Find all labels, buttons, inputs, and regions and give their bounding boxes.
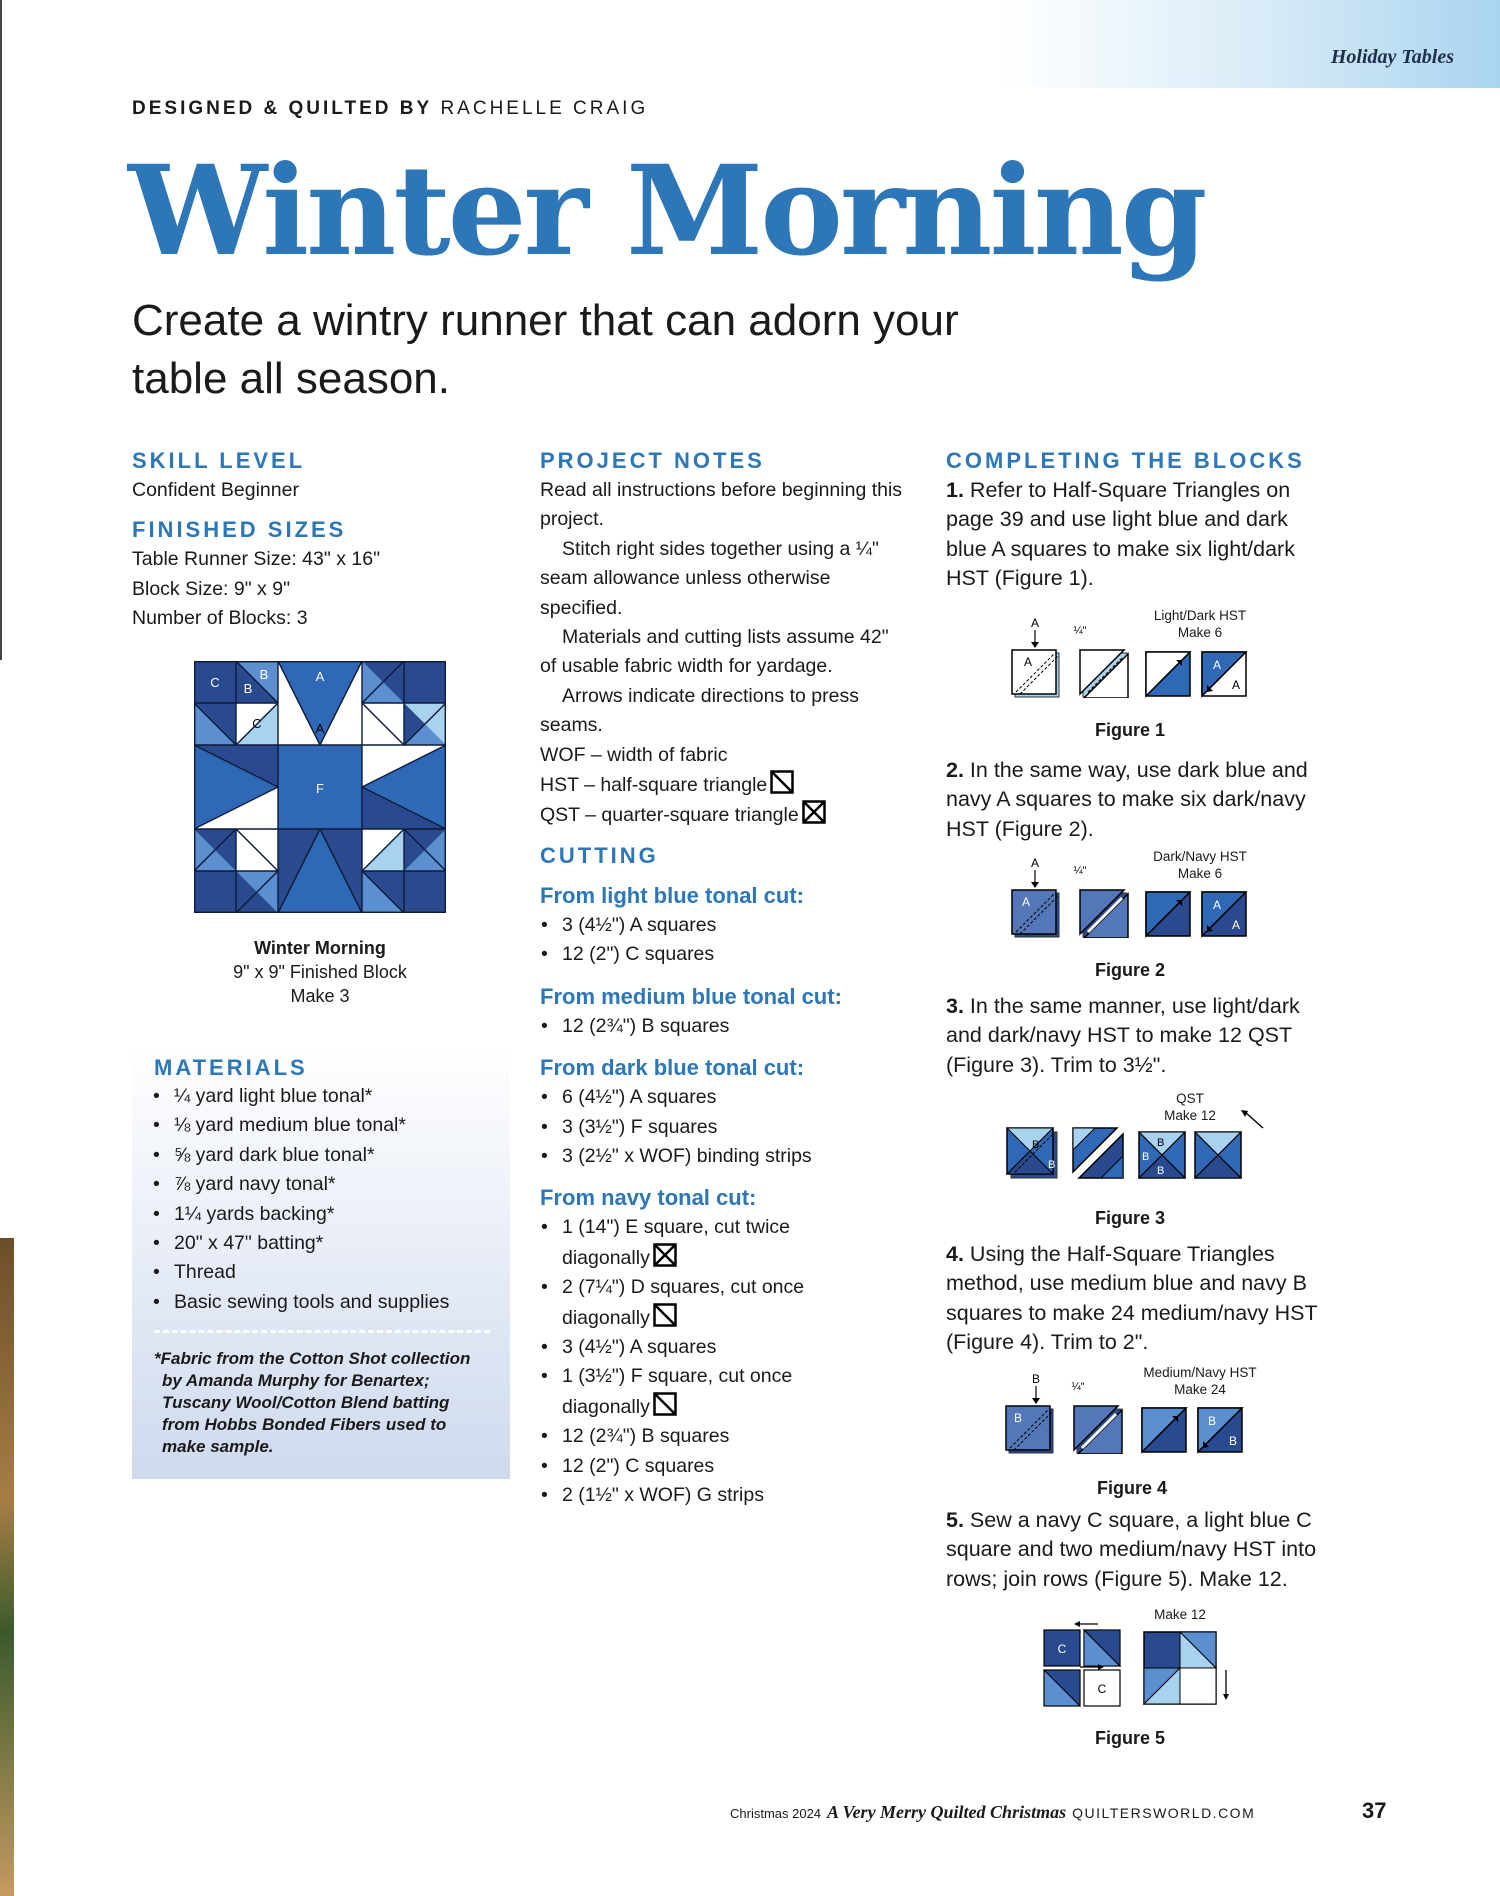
- materials-heading: MATERIALS: [154, 1055, 308, 1080]
- subtitle-line-1: Create a wintry runner that can adorn your: [132, 296, 959, 345]
- list-item: • 1¼ yards backing*: [152, 1200, 502, 1229]
- cut-dark-list: [540, 1083, 910, 1171]
- notes-p3: Materials and cutting lists assume 42" of usable fabric width for yardage.: [540, 626, 889, 678]
- block-caption-title: Winter Morning: [254, 938, 386, 958]
- byline: [132, 98, 648, 120]
- block-label-a1: A: [315, 669, 325, 684]
- header-gradient-band: [1000, 0, 1500, 88]
- hst-symbol-icon: [653, 1392, 677, 1416]
- size-block: Block Size: 9" x 9": [132, 577, 290, 600]
- cut-navy-list: [540, 1213, 910, 1510]
- completing-heading: COMPLETING THE BLOCKS: [946, 448, 1305, 473]
- cut-light-list: [540, 911, 910, 970]
- block-label-b1: B: [259, 667, 269, 682]
- fig4-b3-label: B: [1229, 1434, 1238, 1448]
- column-2: [540, 448, 910, 1510]
- notes-hst: [540, 770, 910, 800]
- block-caption-make: Make 3: [290, 986, 350, 1006]
- item-text: diagonally: [562, 1306, 650, 1329]
- fig5-c2-label: C: [1097, 1682, 1107, 1696]
- fig4-label-1: Medium/Navy HST: [1143, 1365, 1257, 1380]
- notes-p1: Read all instructions before beginning this project.: [540, 479, 903, 531]
- fig4-quarter-label: ¼": [1071, 1381, 1085, 1393]
- figure-4-caption: Figure 4: [1096, 1478, 1167, 1498]
- list-item: • 12 (2") C squares: [540, 940, 910, 969]
- figure-1-diagram: [1010, 614, 1260, 698]
- list-item: • ⅞ yard navy tonal*: [152, 1170, 502, 1199]
- project-notes-heading: PROJECT NOTES: [540, 448, 765, 473]
- page-title: Winter Morning: [128, 139, 1205, 284]
- materials-box: [132, 1044, 510, 1479]
- materials-list: [152, 1082, 502, 1317]
- step-text: In the same way, use dark blue and navy A squares to make six dark/navy HST (Figure 2).: [946, 758, 1308, 841]
- list-item: • 3 (4½") A squares: [540, 1333, 910, 1362]
- figure-2-diagram: [1010, 854, 1260, 938]
- step-2: [946, 756, 1326, 844]
- step-number: 3.: [946, 994, 964, 1018]
- list-item: • 2 (1½" x WOF) G strips: [540, 1481, 910, 1510]
- list-item: • 3 (3½") F squares: [540, 1113, 910, 1142]
- step-4: [946, 1240, 1326, 1358]
- list-item: • 20" x 47" batting*: [152, 1229, 502, 1258]
- step-1: [946, 476, 1326, 594]
- materials-divider: [154, 1330, 490, 1333]
- list-item: • 12 (2¾") B squares: [540, 1012, 910, 1041]
- fig2-a3-label: A: [1232, 918, 1241, 932]
- step-5: [946, 1506, 1326, 1594]
- item-text: diagonally: [562, 1246, 650, 1269]
- list-item: [540, 1213, 910, 1273]
- figure-3-diagram: [1005, 1108, 1275, 1184]
- list-item: • 12 (2¾") B squares: [540, 1422, 910, 1451]
- size-count: Number of Blocks: 3: [132, 607, 308, 630]
- list-item: [540, 1273, 910, 1333]
- notes-qst: [540, 800, 910, 830]
- skill-value: Confident Beginner: [132, 479, 299, 501]
- fig3-b3-label: B: [1157, 1137, 1165, 1149]
- block-label-c1: C: [210, 675, 220, 690]
- item-text: diagonally: [562, 1395, 650, 1418]
- fig1-label-1: Light/Dark HST: [1153, 608, 1247, 623]
- fig4-b-label: B: [1031, 1372, 1041, 1386]
- fig3-b2-label: B: [1048, 1159, 1056, 1171]
- qst-symbol-icon: [653, 1243, 677, 1267]
- fig2-label-2: Make 6: [1177, 866, 1223, 881]
- materials-note: *Fabric from the Cotton Shot collection by Amanda Murphy for Benartex; Tuscany Wool/Cotton Blend batting from Hobbs Bonded Fibers used to make sample.: [154, 1349, 471, 1456]
- fig1-label-2: Make 6: [1177, 625, 1223, 640]
- winter-morning-block-diagram: [194, 661, 446, 913]
- cut-medium-list: [540, 1012, 910, 1041]
- notes-wof: WOF – width of fabric: [540, 743, 728, 766]
- block-label-f: F: [316, 781, 324, 796]
- step-number: 4.: [946, 1242, 964, 1266]
- figure-5-caption: Figure 5: [1094, 1728, 1165, 1748]
- block-caption-size: 9" x 9" Finished Block: [233, 962, 407, 982]
- skill-heading: SKILL LEVEL: [132, 448, 306, 473]
- cut-medium-title: From medium blue tonal cut:: [540, 983, 842, 1009]
- fig3-label-1: QST: [1176, 1091, 1204, 1106]
- size-runner: Table Runner Size: 43" x 16": [132, 548, 380, 571]
- list-item: • Basic sewing tools and supplies: [152, 1288, 502, 1317]
- fig1-a-label: A: [1030, 616, 1040, 630]
- adjacent-page-photo-strip: [0, 1238, 14, 1896]
- fig1-a-inner-label: A: [1024, 655, 1033, 669]
- fig2-a-inner-label: A: [1022, 895, 1031, 909]
- page-subtitle: [132, 292, 1032, 408]
- list-item: • 3 (4½") A squares: [540, 911, 910, 940]
- page-number: 37: [1362, 1798, 1387, 1823]
- fig2-a2-label: A: [1213, 898, 1222, 912]
- notes-p2: Stitch right sides together using a ¼" seam allowance unless otherwise specified.: [540, 537, 879, 619]
- fig4-b2-label: B: [1208, 1414, 1217, 1428]
- cut-dark-title: From dark blue tonal cut:: [540, 1055, 805, 1081]
- column-1: [132, 448, 502, 634]
- item-text: 2 (7¼") D squares, cut once: [562, 1276, 805, 1299]
- section-label: Holiday Tables: [1330, 46, 1454, 68]
- subtitle-line-2: table all season.: [132, 354, 450, 403]
- step-number: 5.: [946, 1508, 964, 1532]
- fig3-b4-label: B: [1142, 1151, 1150, 1163]
- figure-4-diagram: [1000, 1370, 1260, 1454]
- list-item: • ⅝ yard dark blue tonal*: [152, 1141, 502, 1170]
- footer-magazine: A Very Merry Quilted Christmas: [827, 1802, 1067, 1822]
- fig3-label-2: Make 12: [1164, 1108, 1216, 1123]
- figure-3-caption: Figure 3: [1094, 1208, 1165, 1228]
- fig2-label-1: Dark/Navy HST: [1153, 849, 1247, 864]
- hst-symbol-icon: [770, 770, 794, 794]
- fig4-label-2: Make 24: [1174, 1382, 1226, 1397]
- notes-qst-text: QST – quarter-square triangle: [540, 804, 799, 827]
- list-item: • ⅛ yard medium blue tonal*: [152, 1111, 502, 1140]
- cut-navy-title: From navy tonal cut:: [540, 1185, 757, 1211]
- fig2-quarter-label: ¼": [1073, 865, 1087, 877]
- fig3-b1-label: B: [1032, 1139, 1040, 1151]
- fig4-b-inner-label: B: [1014, 1411, 1023, 1425]
- block-label-c2: C: [252, 716, 262, 731]
- fig2-a-label: A: [1030, 856, 1040, 870]
- list-item: • Thread: [152, 1258, 502, 1287]
- step-number: 1.: [946, 478, 964, 502]
- sizes-heading: FINISHED SIZES: [132, 517, 347, 543]
- step-number: 2.: [946, 758, 964, 782]
- list-item: • 3 (2½" x WOF) binding strips: [540, 1142, 910, 1171]
- cutting-heading: CUTTING: [540, 842, 659, 868]
- fig3-b5-label: B: [1157, 1165, 1165, 1177]
- page-edge-line: [0, 0, 2, 660]
- step-text: Using the Half-Square Triangles method, use medium blue and navy B squares to make 24 medium/navy HST (Figure 4). Trim to 2".: [946, 1242, 1318, 1355]
- fig1-quarter-label: ¼": [1073, 625, 1087, 637]
- hst-symbol-icon: [653, 1303, 677, 1327]
- figure-2-caption: Figure 2: [1094, 960, 1165, 980]
- fig1-a2-label: A: [1213, 658, 1222, 672]
- block-label-a3: A: [315, 721, 325, 736]
- notes-p4: Arrows indicate directions to press seams.: [540, 684, 859, 737]
- block-label-a2: A: [289, 695, 299, 710]
- list-item: [540, 1362, 910, 1422]
- block-label-b2: B: [243, 681, 253, 696]
- notes-hst-text: HST – half-square triangle: [540, 774, 768, 797]
- item-text: 1 (14") E square, cut twice: [562, 1216, 791, 1239]
- step-3: [946, 992, 1326, 1080]
- fig1-a3-label: A: [1232, 678, 1241, 692]
- list-item: • 6 (4½") A squares: [540, 1083, 910, 1112]
- step-text: In the same manner, use light/dark and dark/navy HST to make 12 QST (Figure 3). Trim to 3½".: [946, 994, 1300, 1077]
- block-caption: [194, 936, 446, 1008]
- item-text: 1 (3½") F square, cut once: [562, 1365, 793, 1388]
- step-text: Sew a navy C square, a light blue C square and two medium/navy HST into rows; join rows (Figure 5). Make 12.: [946, 1508, 1317, 1591]
- fig5-label: Make 12: [1154, 1607, 1206, 1622]
- footer-issue: Christmas 2024: [730, 1806, 822, 1821]
- figure-1-caption: Figure 1: [1094, 720, 1165, 740]
- list-item: • 12 (2") C squares: [540, 1452, 910, 1481]
- footer-url[interactable]: QUILTERSWORLD.COM: [1072, 1805, 1256, 1821]
- cut-light-title: From light blue tonal cut:: [540, 882, 804, 908]
- byline-prefix: DESIGNED & QUILTED BY: [132, 98, 433, 119]
- list-item: • ¼ yard light blue tonal*: [152, 1082, 502, 1111]
- footer: [730, 1802, 1255, 1823]
- step-text: Refer to Half-Square Triangles on page 39 and use light blue and dark blue A squares to make six light/dark HST (Figure 1).: [946, 478, 1295, 591]
- fig5-c1-label: C: [1057, 1642, 1067, 1656]
- figure-5-diagram: [1040, 1620, 1240, 1710]
- qst-symbol-icon: [802, 800, 826, 824]
- byline-name: RACHELLE CRAIG: [440, 98, 649, 119]
